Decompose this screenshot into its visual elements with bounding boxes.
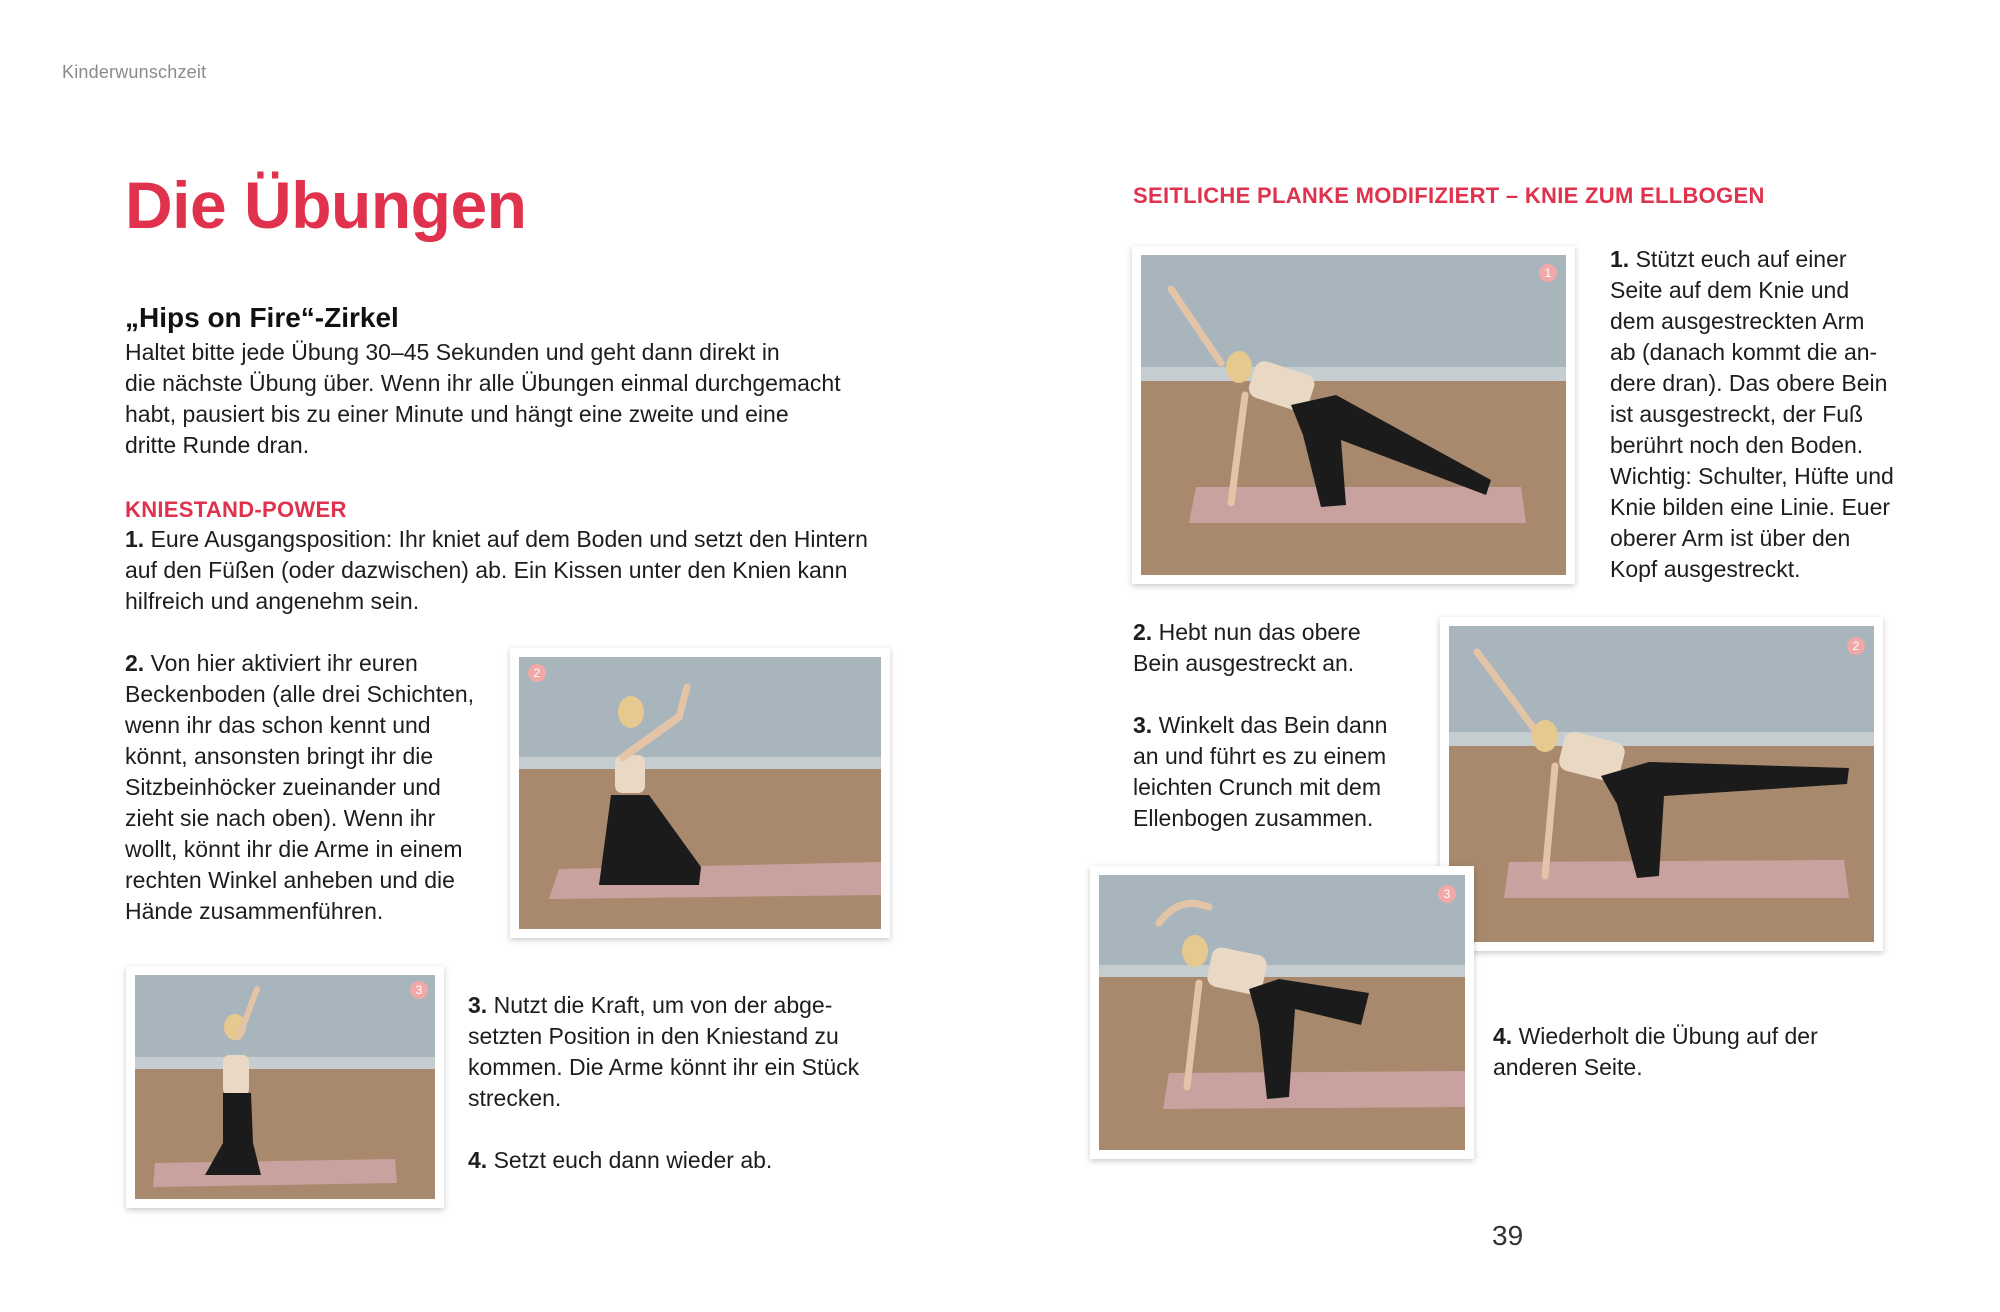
step-text: Setzt euch dann wieder ab. [487, 1147, 773, 1173]
step-text: Wiederholt die Übung auf der [1512, 1023, 1818, 1049]
step-text: wollt, könnt ihr die Arme in einem [125, 836, 463, 862]
photo-side-plank-crunch [1090, 866, 1474, 1159]
step-text: an und führt es zu einem [1133, 743, 1387, 769]
step-text: Knie bilden eine Linie. Euer [1610, 494, 1891, 520]
step-number: 2. [125, 650, 145, 676]
step-text: Wichtig: Schulter, Hüfte und [1610, 463, 1894, 489]
photo-side-plank-leg-down [1132, 246, 1575, 584]
step-text: Nutzt die Kraft, um von der abge- [487, 992, 833, 1018]
step-text: oberer Arm ist über den [1610, 525, 1851, 551]
circuit-heading: „Hips on Fire“-Zirkel [125, 302, 399, 333]
step-text: strecken. [468, 1085, 562, 1111]
kniestand-step2 [125, 648, 495, 927]
step-text: auf den Füßen (oder dazwischen) ab. Ein Kissen unter den Knien kann [125, 557, 848, 583]
step-text: könnt, ansonsten bringt ihr die [125, 743, 434, 769]
intro-line: dritte Runde dran. [125, 432, 310, 458]
step-number: 4. [1493, 1023, 1513, 1049]
step-text: Von hier aktiviert ihr euren [144, 650, 418, 676]
step-text: anderen Seite. [1493, 1054, 1643, 1080]
intro-line: die nächste Übung über. Wenn ihr alle Übungen einmal durchgemacht [125, 370, 841, 396]
step-text: Seite auf dem Knie und [1610, 277, 1850, 303]
step-number: 3. [1133, 712, 1153, 738]
kniestand-step3 [468, 990, 928, 1114]
step-text: ab (danach kommt die an- [1610, 339, 1878, 365]
intro-line: habt, pausiert bis zu einer Minute und hängt eine zweite und eine [125, 401, 789, 427]
step-text: Kopf ausgestreckt. [1610, 556, 1801, 582]
photo-kneeling-upright [126, 966, 444, 1208]
step-text: Hände zusammenführen. [125, 898, 384, 924]
intro-line: Haltet bitte jede Übung 30–45 Sekunden und geht dann direkt in [125, 339, 780, 365]
photo-badge: 3 [415, 983, 423, 997]
planke-step4 [1493, 1021, 1893, 1083]
planke-step2 [1133, 617, 1423, 679]
step-text: zieht sie nach oben). Wenn ihr [125, 805, 436, 831]
step-text: wenn ihr das schon kennt und [125, 712, 431, 738]
step-text: Bein ausgestreckt an. [1133, 650, 1355, 676]
step-text: setzten Position in den Kniestand zu [468, 1023, 839, 1049]
planke-step1 [1610, 244, 1950, 585]
step-text: kommen. Die Arme könnt ihr ein Stück [468, 1054, 860, 1080]
step-text: ist ausgestreckt, der Fuß [1610, 401, 1864, 427]
step-text: Stützt euch auf einer [1629, 246, 1847, 272]
photo-badge: 2 [533, 666, 541, 680]
kniestand-title: KNIESTAND-POWER [125, 497, 347, 522]
photo-badge: 2 [1852, 639, 1860, 653]
photo-badge: 3 [1443, 887, 1451, 901]
step-number: 1. [1610, 246, 1630, 272]
step-text: Hebt nun das obere [1152, 619, 1361, 645]
planke-title: SEITLICHE PLANKE MODIFIZIERT – KNIE ZUM ELLBOGEN [1133, 183, 1765, 208]
step-text: leichten Crunch mit dem [1133, 774, 1381, 800]
planke-step3 [1133, 710, 1423, 834]
step-text: dem ausgestreckten Arm [1610, 308, 1865, 334]
step-text: Eure Ausgangsposition: Ihr kniet auf dem Boden und setzt den Hintern [144, 526, 868, 552]
circuit-intro [125, 337, 925, 461]
kniestand-step4 [468, 1145, 928, 1176]
step-text: dere dran). Das obere Bein [1610, 370, 1888, 396]
running-head: Kinderwunschzeit [62, 62, 207, 82]
step-text: hilfreich und angenehm sein. [125, 588, 420, 614]
page-title: Die Übungen [125, 168, 527, 242]
step-number: 3. [468, 992, 488, 1018]
step-number: 1. [125, 526, 145, 552]
step-text: Sitzbeinhöcker zueinander und [125, 774, 441, 800]
step-number: 4. [468, 1147, 488, 1173]
kniestand-step1 [125, 524, 925, 617]
step-text: rechten Winkel anheben und die [125, 867, 455, 893]
step-text: berührt noch den Boden. [1610, 432, 1864, 458]
step-text: Ellenbogen zusammen. [1133, 805, 1374, 831]
step-text: Winkelt das Bein dann [1152, 712, 1388, 738]
step-number: 2. [1133, 619, 1153, 645]
photo-badge: 1 [1544, 266, 1552, 280]
photo-kneeling-arms-raised [510, 648, 890, 938]
page-number: 39 [1492, 1220, 1524, 1251]
photo-side-plank-leg-raised [1440, 617, 1883, 951]
step-text: Beckenboden (alle drei Schichten, [125, 681, 475, 707]
